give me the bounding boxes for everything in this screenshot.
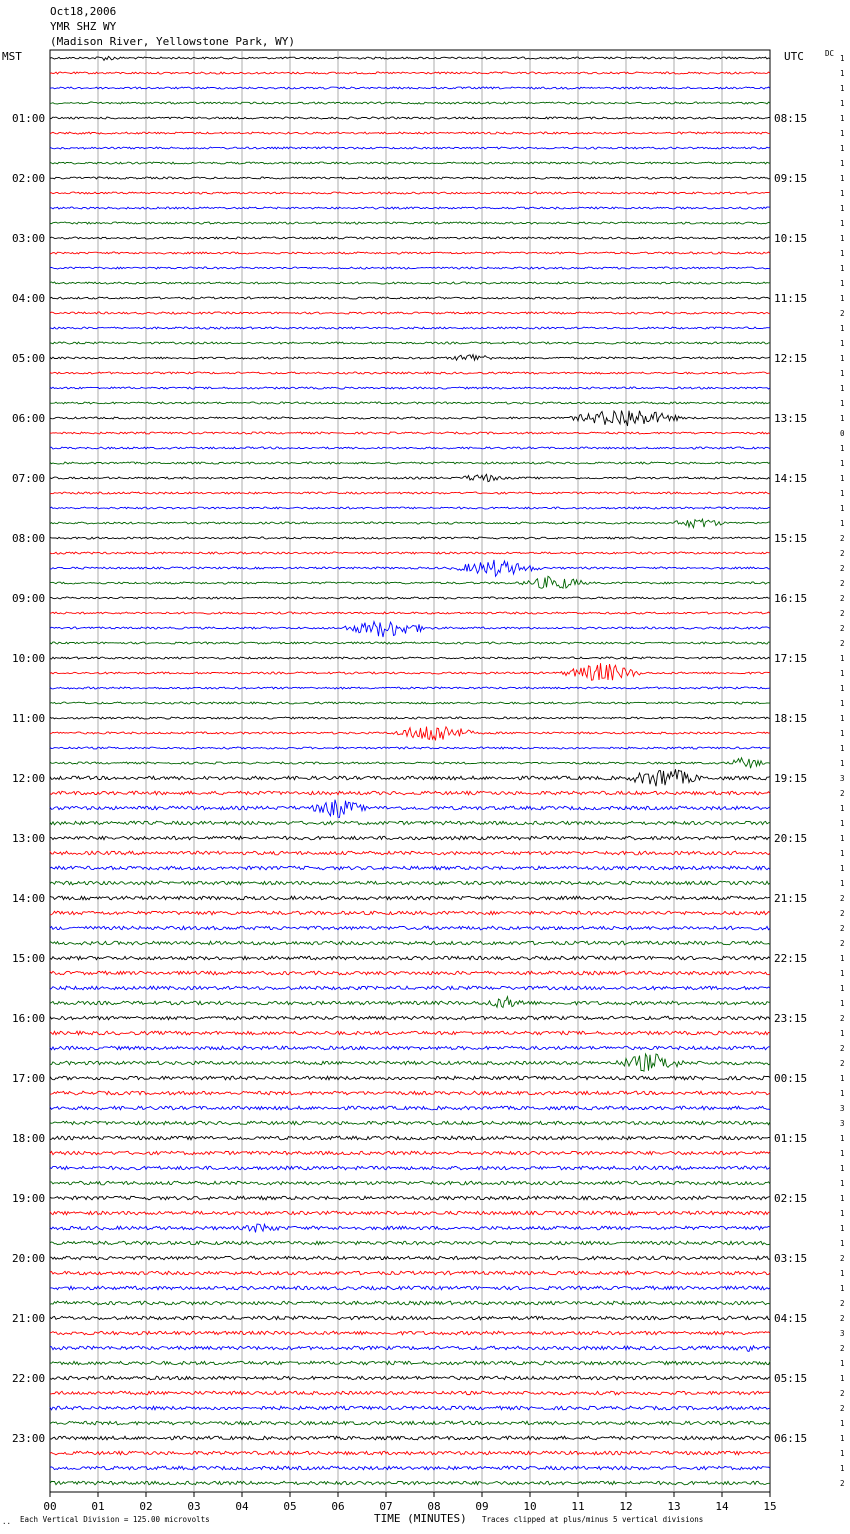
dc-offset-label: 2 [840,894,845,903]
left-hour-label: 11:00 [12,712,46,725]
left-hour-label: 18:00 [12,1132,46,1145]
dc-offset-label: 1 [840,729,845,738]
dc-offset-label: 2 [840,1254,845,1263]
right-hour-label: 17:15 [774,652,808,665]
right-hour-label: 15:15 [774,532,808,545]
dc-offset-label: 2 [840,564,845,573]
dc-offset-label: 1 [840,189,845,198]
dc-offset-label: 3 [840,774,845,783]
dc-offset-label: 2 [840,609,845,618]
dc-offset-label: 1 [840,819,845,828]
x-tick-label: 12 [619,1500,633,1513]
dc-offset-label: 1 [840,1224,845,1233]
right-hour-label: 11:15 [774,292,808,305]
right-hour-label: 03:15 [774,1252,808,1265]
dc-offset-label: 2 [840,909,845,918]
right-hour-label: 01:15 [774,1132,808,1145]
dc-offset-label: 1 [840,849,845,858]
dc-offset-label: 2 [840,1389,845,1398]
dc-offset-label: 1 [840,1239,845,1248]
dc-offset-label: 1 [840,1149,845,1158]
left-hour-label: 15:00 [12,952,46,965]
dc-offset-label: 2 [840,789,845,798]
dc-offset-label: 2 [840,1299,845,1308]
dc-offset-label: 2 [840,579,845,588]
right-hour-label: 08:15 [774,112,808,125]
dc-offset-label: 3 [840,1119,845,1128]
dc-offset-label: 2 [840,924,845,933]
right-hour-label: 21:15 [774,892,808,905]
x-tick-label: 14 [715,1500,729,1513]
plot-date: Oct18,2006 [50,5,117,18]
dc-offset-label: 2 [840,534,845,543]
dc-offset-label: 1 [840,279,845,288]
dc-offset-label: 1 [840,1284,845,1293]
dc-offset-label: 1 [840,714,845,723]
dc-offset-label: 1 [840,1089,845,1098]
dc-offset-label: 2 [840,1344,845,1353]
x-tick-label: 04 [235,1500,249,1513]
dc-offset-label: 1 [840,504,845,513]
left-timezone-label: MST [2,50,22,63]
left-hour-label: 13:00 [12,832,46,845]
corner-mark: .. [2,1517,12,1526]
left-hour-label: 01:00 [12,112,46,125]
scale-note: Each Vertical Division = 125.00 microvolts [20,1515,210,1524]
dc-offset-label: 1 [840,684,845,693]
dc-offset-label: 1 [840,1434,845,1443]
dc-offset-label: 1 [840,384,845,393]
dc-offset-label: 1 [840,264,845,273]
dc-offset-label: 1 [840,1164,845,1173]
dc-offset-label: 1 [840,54,845,63]
left-hour-label: 16:00 [12,1012,46,1025]
dc-offset-label: 1 [840,1134,845,1143]
x-tick-label: 06 [331,1500,345,1513]
dc-offset-label: 0 [840,429,845,438]
left-hour-label: 19:00 [12,1192,46,1205]
x-tick-label: 11 [571,1500,585,1513]
dc-offset-label: 1 [840,129,845,138]
dc-offset-label: 2 [840,1479,845,1488]
left-hour-label: 21:00 [12,1312,46,1325]
left-hour-label: 04:00 [12,292,46,305]
right-hour-label: 00:15 [774,1072,808,1085]
dc-offset-label: 2 [840,1314,845,1323]
dc-offset-label: 1 [840,864,845,873]
x-tick-label: 02 [139,1500,153,1513]
right-hour-label: 02:15 [774,1192,808,1205]
x-tick-label: 05 [283,1500,297,1513]
right-hour-label: 13:15 [774,412,808,425]
dc-offset-label: 2 [840,624,845,633]
dc-offset-label: 3 [840,1329,845,1338]
right-timezone-label: UTC [784,50,804,63]
right-hour-label: 10:15 [774,232,808,245]
dc-offset-label: 1 [840,414,845,423]
dc-offset-label: 1 [840,294,845,303]
dc-offset-label: 1 [840,204,845,213]
dc-offset-label: 1 [840,1074,845,1083]
dc-offset-label: 1 [840,1449,845,1458]
left-hour-label: 03:00 [12,232,46,245]
dc-offset-label: 1 [840,759,845,768]
left-hour-label: 06:00 [12,412,46,425]
left-hour-label: 07:00 [12,472,46,485]
dc-offset-label: 2 [840,939,845,948]
x-tick-label: 08 [427,1500,441,1513]
x-tick-label: 13 [667,1500,681,1513]
dc-offset-label: 1 [840,969,845,978]
dc-offset-label: 1 [840,654,845,663]
dc-offset-label: 1 [840,459,845,468]
dc-offset-label: 1 [840,114,845,123]
right-hour-label: 23:15 [774,1012,808,1025]
right-hour-label: 06:15 [774,1432,808,1445]
dc-offset-label: 1 [840,834,845,843]
dc-offset-label: 1 [840,234,845,243]
dc-offset-label: 1 [840,144,845,153]
x-axis-title: TIME (MINUTES) [374,1512,467,1525]
x-tick-label: 00 [43,1500,57,1513]
dc-offset-label: 1 [840,1464,845,1473]
left-hour-label: 14:00 [12,892,46,905]
dc-offset-label: 1 [840,474,845,483]
dc-offset-label: 2 [840,1044,845,1053]
dc-offset-label: 2 [840,549,845,558]
dc-offset-label: 1 [840,1179,845,1188]
x-tick-label: 09 [475,1500,489,1513]
left-hour-label: 10:00 [12,652,46,665]
dc-offset-label: 1 [840,84,845,93]
station-code: YMR SHZ WY [50,20,117,33]
dc-offset-label: 1 [840,1029,845,1038]
right-hour-label: 16:15 [774,592,808,605]
dc-offset-label: 1 [840,1269,845,1278]
left-hour-label: 09:00 [12,592,46,605]
dc-offset-label: 1 [840,369,845,378]
left-hour-label: 22:00 [12,1372,46,1385]
dc-header-label: DC [825,49,835,58]
dc-offset-label: 3 [840,1104,845,1113]
right-hour-label: 09:15 [774,172,808,185]
dc-offset-label: 2 [840,639,845,648]
dc-offset-label: 2 [840,1404,845,1413]
dc-offset-label: 1 [840,804,845,813]
dc-offset-label: 1 [840,1194,845,1203]
dc-offset-label: 2 [840,1059,845,1068]
dc-offset-label: 1 [840,1209,845,1218]
x-tick-label: 01 [91,1500,105,1513]
dc-offset-label: 1 [840,1374,845,1383]
right-hour-label: 05:15 [774,1372,808,1385]
left-hour-label: 08:00 [12,532,46,545]
dc-offset-label: 1 [840,744,845,753]
dc-offset-label: 1 [840,984,845,993]
dc-offset-label: 1 [840,399,845,408]
left-hour-label: 23:00 [12,1432,46,1445]
dc-offset-label: 1 [840,324,845,333]
right-hour-label: 20:15 [774,832,808,845]
dc-offset-label: 2 [840,1014,845,1023]
x-tick-label: 15 [763,1500,777,1513]
dc-offset-label: 2 [840,594,845,603]
dc-offset-label: 1 [840,879,845,888]
clip-note: Traces clipped at plus/minus 5 vertical divisions [482,1515,704,1524]
right-hour-label: 22:15 [774,952,808,965]
left-hour-label: 20:00 [12,1252,46,1265]
right-hour-label: 19:15 [774,772,808,785]
left-hour-label: 17:00 [12,1072,46,1085]
dc-offset-label: 1 [840,519,845,528]
dc-offset-label: 1 [840,159,845,168]
right-hour-label: 04:15 [774,1312,808,1325]
left-hour-label: 05:00 [12,352,46,365]
left-hour-label: 12:00 [12,772,46,785]
left-hour-label: 02:00 [12,172,46,185]
dc-offset-label: 1 [840,489,845,498]
x-tick-label: 03 [187,1500,201,1513]
dc-offset-label: 1 [840,1359,845,1368]
dc-offset-label: 1 [840,999,845,1008]
right-hour-label: 14:15 [774,472,808,485]
dc-offset-label: 1 [840,219,845,228]
dc-offset-label: 1 [840,354,845,363]
right-hour-label: 12:15 [774,352,808,365]
dc-offset-label: 1 [840,954,845,963]
dc-offset-label: 1 [840,174,845,183]
dc-offset-label: 1 [840,1419,845,1428]
dc-offset-label: 1 [840,444,845,453]
right-hour-label: 18:15 [774,712,808,725]
dc-offset-label: 1 [840,69,845,78]
dc-offset-label: 2 [840,309,845,318]
station-location: (Madison River, Yellowstone Park, WY) [50,35,296,48]
x-tick-label: 07 [379,1500,393,1513]
dc-offset-label: 1 [840,249,845,258]
x-tick-label: 10 [523,1500,537,1513]
dc-offset-label: 1 [840,699,845,708]
dc-offset-label: 1 [840,339,845,348]
dc-offset-label: 1 [840,669,845,678]
dc-offset-label: 1 [840,99,845,108]
